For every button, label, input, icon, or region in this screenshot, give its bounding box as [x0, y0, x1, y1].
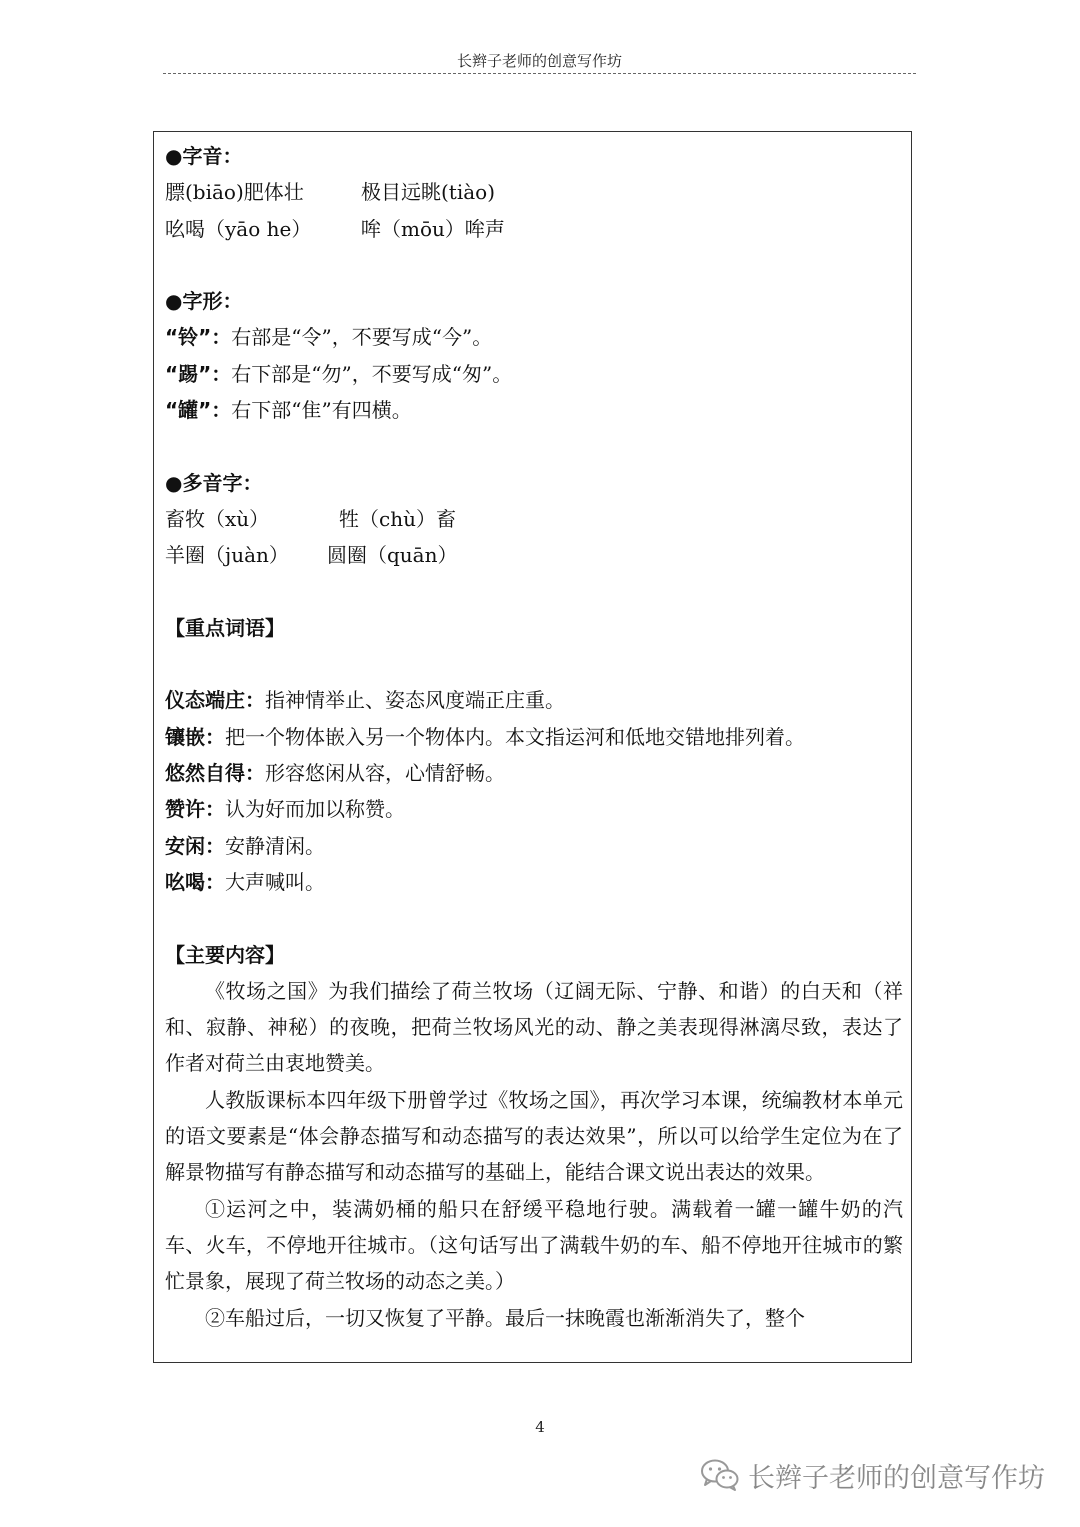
main-content-paragraph: 人教版课标本四年级下册曾学过《牧场之国》，再次学习本课，统编教材本单元的语文要素是“体会静态描写和动态描写的表达效果”，所以可以给学生定位为在了解景物描写有静态描写和动态描写的基础上，能结合课文说出表达的效果。 [165, 1087, 903, 1185]
key-word-term: 吆喝： [165, 869, 225, 894]
main-content-paragraph: 《牧场之国》为我们描绘了荷兰牧场（辽阔无际、宁静、和谐）的白天和（祥和、寂静、神秘）的夜晚，把荷兰牧场风光的动、静之美表现得淋漓尽致，表达了作者对荷兰由衷地赞美。 [165, 978, 903, 1076]
pronunciation-item: 膘(biāo)肥体壮 [165, 180, 304, 205]
wechat-icon [700, 1458, 740, 1492]
key-words-heading: 【重点词语】 [165, 615, 285, 640]
key-word-definition: 大声喊叫。 [225, 869, 325, 894]
key-word-term: 仪态端庄： [165, 688, 265, 713]
glyph-term: “铃”： [165, 325, 232, 350]
pronunciation-heading: ●字音： [165, 144, 243, 168]
glyph-item [165, 356, 903, 392]
content-box [153, 131, 912, 1363]
glyph-item [165, 319, 903, 355]
polyphone-item: 畜牧（xù） [165, 506, 270, 531]
key-word-definition: 把一个物体嵌入另一个物体内。本文指运河和低地交错地排列着。 [225, 724, 805, 749]
main-content-paragraph: ①运河之中，装满奶桶的船只在舒缓平稳地行驶。满载着一罐一罐牛奶的汽车、火车，不停地开往城市。（这句话写出了满载牛奶的车、船不停地开往城市的繁忙景象，展现了荷兰牧场的动态之美。） [165, 1196, 903, 1294]
polyphone-item: 圆圈（quān） [327, 543, 458, 568]
pronunciation-item: 吆喝（yāo he） [165, 216, 312, 241]
pronunciation-row [165, 174, 903, 210]
polyphone-row [165, 537, 903, 573]
pronunciation-row [165, 211, 903, 247]
key-word-term: 赞许： [165, 797, 225, 822]
content-body [165, 138, 903, 1336]
main-content-heading: 【主要内容】 [165, 942, 285, 967]
glyph-text: 右下部是“勿”，不要写成“匆”。 [231, 361, 513, 386]
key-word-item [165, 682, 903, 718]
key-word-item [165, 791, 903, 827]
key-word-item [165, 719, 903, 755]
key-word-term: 镶嵌： [165, 724, 225, 749]
watermark [700, 1455, 1045, 1495]
polyphone-heading: ●多音字： [165, 470, 263, 495]
key-word-item [165, 828, 903, 864]
pronunciation-item: 极目远眺(tiào) [361, 180, 496, 205]
glyph-text: 右部是“令”，不要写成“今”。 [231, 325, 493, 350]
polyphone-row [165, 501, 903, 537]
glyph-item [165, 392, 903, 428]
key-word-item [165, 755, 903, 791]
glyph-text: 右下部“隹”有四横。 [231, 398, 412, 423]
glyph-heading: ●字形： [165, 289, 243, 314]
key-word-term: 安闲： [165, 833, 225, 858]
glyph-term: “罐”： [165, 398, 232, 423]
polyphone-item: 牲（chù）畜 [339, 506, 456, 531]
watermark-text: 长辫子老师的创意写作坊 [748, 1462, 1045, 1494]
key-word-definition: 认为好而加以称赞。 [225, 797, 405, 822]
key-word-definition: 安静清闲。 [225, 833, 325, 858]
page-number: 4 [535, 1418, 545, 1436]
glyph-term: “踢”： [165, 361, 232, 386]
page-header-title: 长辫子老师的创意写作坊 [456, 52, 622, 70]
polyphone-item: 羊圈（juàn） [165, 543, 289, 568]
key-word-definition: 形容悠闲从容，心情舒畅。 [265, 761, 505, 786]
key-word-term: 悠然自得： [165, 761, 265, 786]
key-word-definition: 指神情举止、姿态风度端正庄重。 [265, 688, 565, 713]
header-divider [163, 73, 916, 74]
pronunciation-item: 哞（mōu）哞声 [361, 216, 505, 241]
key-word-item [165, 864, 903, 900]
main-content-paragraph: ②车船过后，一切又恢复了平静。最后一抹晚霞也渐渐消失了，整个 [205, 1305, 805, 1330]
